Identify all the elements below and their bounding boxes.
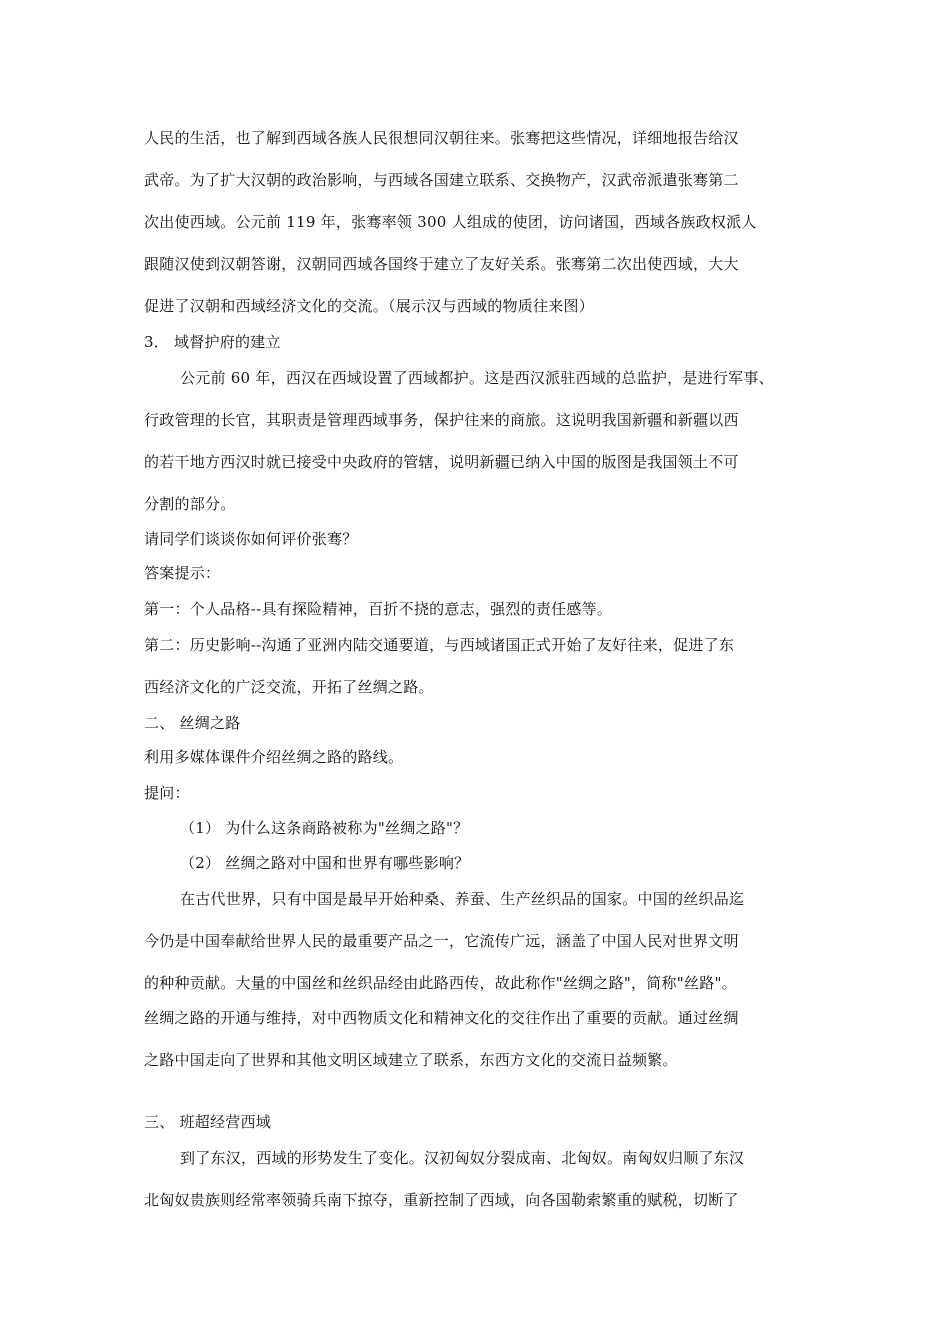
question-item: （2） 丝绸之路对中国和世界有哪些影响？: [180, 854, 470, 872]
question-item: （1） 为什么这条商路被称为"丝绸之路"？: [180, 819, 469, 837]
paragraph-line: 促进了汉朝和西域经济文化的交流。（展示汉与西域的物质往来图）: [144, 297, 595, 315]
paragraph-line: 之路中国走向了世界和其他文明区域建立了联系，东西方文化的交流日益频繁。: [144, 1051, 678, 1069]
paragraph-line: 北匈奴贵族则经常率领骑兵南下掠夺，重新控制了西域，向各国勒索繁重的赋税，切断了: [144, 1191, 739, 1209]
section-heading: 三、 班超经营西域: [144, 1113, 272, 1131]
paragraph-line: 在古代世界，只有中国是最早开始种桑、养蚕、生产丝织品的国家。中国的丝织品迄: [180, 890, 745, 908]
paragraph-line: 跟随汉使到汉朝答谢，汉朝同西域各国终于建立了友好关系。张骞第二次出使西域，大大: [144, 255, 739, 273]
section-heading: 二、 丝绸之路: [144, 714, 241, 732]
paragraph-line: 武帝。为了扩大汉朝的政治影响，与西域各国建立联系、交换物产，汉武帝派遣张骞第二: [144, 171, 739, 189]
answer-hint-label: 答案提示：: [144, 564, 221, 582]
paragraph-line: 到了东汉，西域的形势发生了变化。汉初匈奴分裂成南、北匈奴。南匈奴归顺了东汉: [180, 1149, 745, 1167]
paragraph-line: 西经济文化的广泛交流，开拓了丝绸之路。: [144, 678, 434, 696]
paragraph-line: 行政管理的长官，其职责是管理西域事务，保护往来的商旅。这说明我国新疆和新疆以西: [144, 411, 739, 429]
paragraph-line: 利用多媒体课件介绍丝绸之路的路线。: [144, 748, 404, 766]
paragraph-line: 人民的生活，也了解到西域各族人民很想同汉朝往来。张骞把这些情况，详细地报告给汉: [144, 129, 739, 147]
question-line: 请同学们谈谈你如何评价张骞？: [144, 530, 358, 548]
section-heading: 3． 域督护府的建立: [144, 333, 281, 351]
answer-point: 第二：历史影响--沟通了亚洲内陆交通要道，与西域诸国正式开始了友好往来，促进了东: [144, 636, 735, 654]
paragraph-line: 今仍是中国奉献给世界人民的最重要产品之一，它流传广远，涵盖了中国人民对世界文明: [144, 932, 739, 950]
paragraph-line: 的种种贡献。大量的中国丝和丝织品经由此路西传，故此称作"丝绸之路"，简称"丝路"。: [144, 974, 737, 992]
paragraph-line: 分割的部分。: [144, 495, 236, 513]
answer-point: 第一：个人品格--具有探险精神，百折不挠的意志，强烈的责任感等。: [144, 600, 613, 618]
paragraph-line: 丝绸之路的开通与维持，对中西物质文化和精神文化的交往作出了重要的贡献。通过丝绸: [144, 1009, 739, 1027]
paragraph-line: 的若干地方西汉时就已接受中央政府的管辖，说明新疆已纳入中国的版图是我国领土不可: [144, 453, 739, 471]
question-label: 提问：: [144, 784, 190, 802]
paragraph-line: 公元前 60 年，西汉在西域设置了西域都护。这是西汉派驻西域的总监护，是进行军事、: [180, 369, 774, 387]
paragraph-line: 次出使西域。公元前 119 年，张骞率领 300 人组成的使团，访问诸国，西域各族政权派人: [144, 213, 757, 231]
